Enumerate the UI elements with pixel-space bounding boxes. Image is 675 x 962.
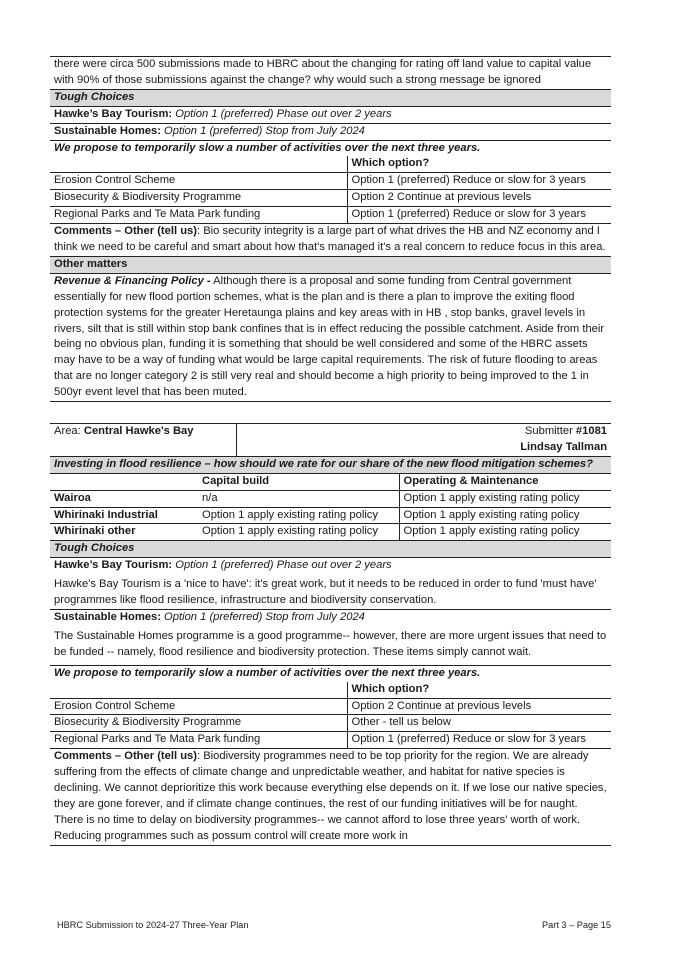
- flood-row: [50, 507, 611, 524]
- tourism-comment: Hawke's Bay Tourism is a 'nice to have': it's great work, but it needs to be reduced in order to fund 'must have' programmes like flood resilience, infrastructure and biodiversity conservation.: [54, 578, 597, 607]
- flood-operating: Option 1 apply existing rating policy: [399, 490, 611, 507]
- homes-value: Option 1 (preferred) Stop from July 2024: [164, 611, 365, 623]
- intro-text: there were circa 500 submissions made to HBRC about the changing for rating off land value to capital value with 90% of those submissions against the change? why would such a strong message be ignored: [50, 57, 611, 90]
- flood-capital: n/a: [198, 490, 399, 507]
- comments-text: : Bio security integrity is a large part of what drives the HB and NZ economy and I think we need to be careful and smart about how that's managed it's a real concern to reduce focus in this area.: [54, 225, 606, 253]
- flood-operating: Option 1 apply existing rating policy: [399, 507, 611, 524]
- homes-value: Option 1 (preferred) Stop from July 2024: [164, 124, 365, 137]
- which-option-header: Which option?: [351, 682, 430, 695]
- area-value: Central Hawke's Bay: [83, 425, 194, 438]
- submission-block-continued: [50, 56, 611, 402]
- flood-capital: Option 1 apply existing rating policy: [198, 524, 399, 541]
- flood-capital: Option 1 apply existing rating policy: [198, 507, 399, 524]
- page-content: [50, 56, 611, 846]
- submitter-name: Lindsay Tallman: [520, 440, 608, 453]
- slow-activities-table: [50, 666, 611, 846]
- other-matters-heading: Other matters: [50, 256, 611, 273]
- activity-name: Erosion Control Scheme: [50, 698, 347, 715]
- tourism-value: Option 1 (preferred) Phase out over 2 years: [175, 107, 392, 120]
- area-cell: Area: Central Hawke's Bay: [50, 424, 236, 457]
- capital-build-header: Capital build: [202, 474, 270, 487]
- submission-block-1081: [50, 423, 611, 666]
- activity-row: [50, 190, 611, 207]
- revenue-policy-row: [50, 273, 611, 401]
- submitter-number: #1081: [575, 425, 608, 438]
- slow-activities-heading: We propose to temporarily slow a number of activities over the next three years.: [54, 666, 481, 679]
- activity-row: [50, 715, 611, 732]
- footer-page-number: Part 3 – Page 15: [542, 920, 611, 930]
- tourism-value: Option 1 (preferred) Phase out over 2 years: [175, 559, 392, 572]
- activity-option: Option 2 Continue at previous levels: [347, 698, 611, 715]
- tourism-row: [50, 558, 611, 610]
- flood-area: Whirinaki other: [54, 525, 136, 538]
- comments-text: : Biodiversity programmes need to be top priority for the region. We are already suffering from the effects of climate change and unpredictable weather, and habitat for native species is declining. We cannot deprioritize this work because everything else depends on it. If we lose our native species, they are gone forever, and if climate change continues, the rest of our funding initiatives will be for naught. There is no time to delay on biodiversity programmes-- we cannot afford to lose three years' worth of work. Reducing programmes such as possum control will create more work in: [54, 750, 607, 842]
- homes-comment: The Sustainable Homes programme is a good programme-- however, there are more urgent issues that need to be funded -- namely, flood resilience and biodiversity protection. These items simply cannot wait.: [54, 629, 607, 658]
- submitter-cell: Submitter #1081 Lindsay Tallman: [520, 425, 608, 453]
- homes-label: Sustainable Homes:: [54, 611, 161, 623]
- activity-row: [50, 698, 611, 715]
- which-option-header: Which option?: [351, 157, 430, 170]
- tourism-label: Hawke’s Bay Tourism:: [54, 559, 173, 572]
- flood-row: [50, 524, 611, 541]
- comments-row: [50, 749, 611, 845]
- homes-row: [50, 610, 611, 666]
- flood-area: Wairoa: [54, 491, 91, 504]
- activity-name: Regional Parks and Te Mata Park funding: [50, 732, 347, 749]
- comments-row: [50, 224, 611, 257]
- activity-option: Option 1 (preferred) Reduce or slow for 3 years: [347, 732, 611, 749]
- flood-area: Whirinaki Industrial: [54, 508, 158, 521]
- activity-row: [50, 207, 611, 224]
- tough-choices-heading: Tough Choices: [50, 89, 611, 106]
- flood-operating: Option 1 apply existing rating policy: [399, 524, 611, 541]
- revenue-text: Although there is a proposal and some funding from Central government essentially for new flood portion schemes, what is the plan and is there a plan to improve the exiting flood protection systems for the greater Heretaunga plains and key areas with in HB , stop banks, gravel levels in rivers, silt that is still within stop bank confines that is in effect reducing the possible catchment. Aside from their being no obvious plan, funding it is something that should be well considered and some of the HBRC assets may have to be a way of funding what would be large capital requirements. The risk of future flooding to areas that are no longer category 2 is still very real and should become a high priority to being improved to the 1 in 500yr event level that has been muted.: [54, 274, 605, 399]
- activity-option: Option 1 (preferred) Reduce or slow for 3 years: [347, 173, 611, 190]
- operating-header: Operating & Maintenance: [403, 474, 539, 487]
- comments-label: Comments – Other (tell us): [54, 225, 197, 238]
- homes-row: [50, 123, 611, 140]
- comments-label: Comments – Other (tell us): [54, 750, 197, 763]
- tourism-label: Hawke’s Bay Tourism:: [54, 107, 173, 120]
- activity-option: Option 1 (preferred) Reduce or slow for 3 years: [347, 207, 611, 224]
- activity-name: Regional Parks and Te Mata Park funding: [50, 207, 347, 224]
- flood-row: [50, 490, 611, 507]
- activity-name: Biosecurity & Biodiversity Programme: [50, 190, 347, 207]
- activity-option: Other - tell us below: [347, 715, 611, 732]
- page-footer: [57, 919, 611, 932]
- activity-name: Erosion Control Scheme: [50, 173, 347, 190]
- activity-row: [50, 173, 611, 190]
- footer-title: HBRC Submission to 2024-27 Three-Year Plan: [57, 920, 249, 930]
- tough-choices-heading: Tough Choices: [50, 541, 611, 558]
- activity-row: [50, 732, 611, 749]
- activity-option: Option 2 Continue at previous levels: [347, 190, 611, 207]
- flood-resilience-heading: Investing in flood resilience – how should we rate for our share of the new flood mitigation schemes?: [50, 456, 611, 473]
- homes-label: Sustainable Homes:: [54, 124, 161, 137]
- slow-activities-heading: We propose to temporarily slow a number of activities over the next three years.: [54, 141, 481, 154]
- activity-name: Biosecurity & Biodiversity Programme: [50, 715, 347, 732]
- tourism-row: [50, 106, 611, 123]
- revenue-label: Revenue & Financing Policy -: [54, 274, 211, 287]
